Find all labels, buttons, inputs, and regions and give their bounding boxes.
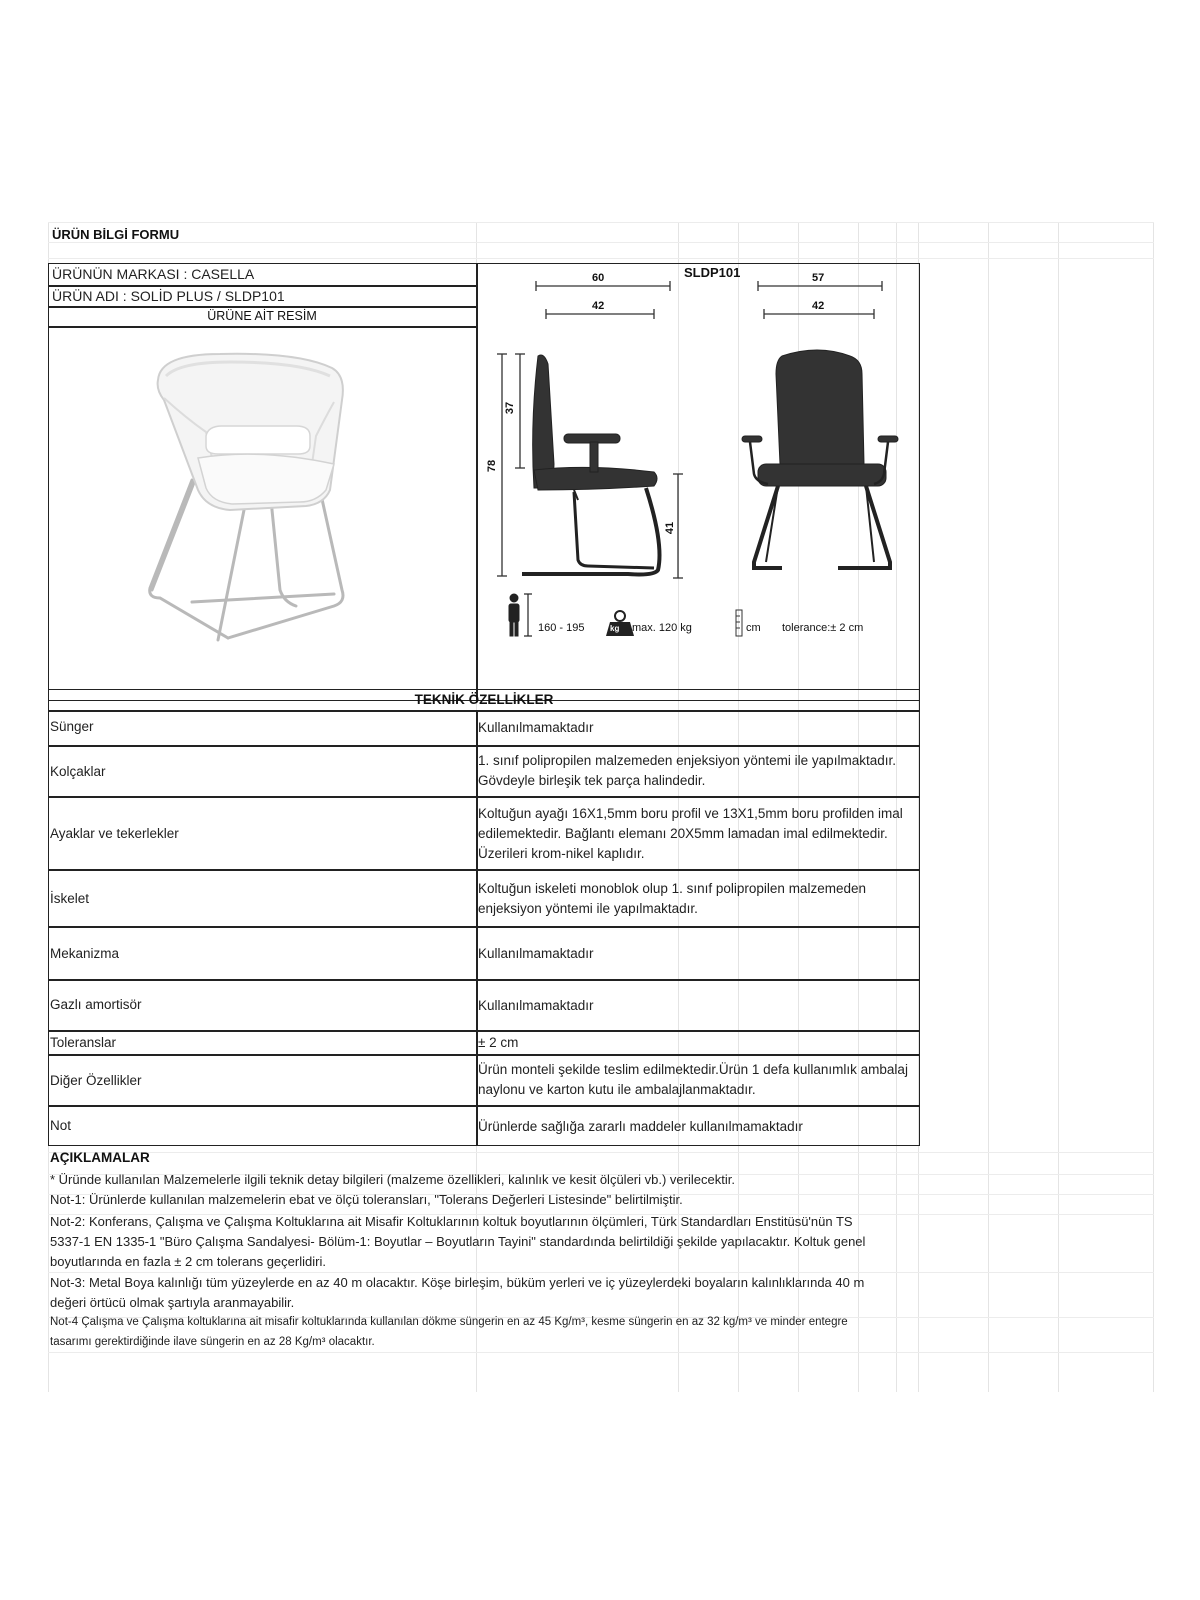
kg-badge: kg <box>610 624 620 633</box>
form-title: ÜRÜN BİLGİ FORMU <box>52 227 180 242</box>
tolerance-label: tolerance:± 2 cm <box>782 622 864 634</box>
note-star: * Üründe kullanılan Malzemelerle ilgili teknik detay bilgileri (malzeme özellikleri, kalınlık ve kesit ölçüleri vb.) verilecektir. <box>50 1172 735 1187</box>
dim-front-width: 57 <box>812 272 825 284</box>
dim-total-height: 78 <box>486 459 499 473</box>
spec-value-ayaklar: Koltuğun ayağı 16X1,5mm boru profil ve 13X1,5mm boru profilden imal edilemektedir. Bağlantı elemanı 20X5mm lamadan imal edilmektedir. Üzerileri krom-nikel kaplıdır. <box>478 806 903 861</box>
note-2-line-2: 5337-1 EN 1335-1 "Büro Çalışma Sandalyesi- Bölüm-1: Boyutlar – Boyutların Tayini" standardında belirtildiği şekilde yapılacaktır. Koltuk genel <box>50 1234 866 1249</box>
spec-value-kolcaklar: 1. sınıf polipropilen malzemeden enjeksiyon yöntemi ile yapılmaktadır. Gövdeyle birleşik tek parça halindedir. <box>478 753 896 788</box>
spec-value-gazli-amortisor: Kullanılmamaktadır <box>478 998 594 1013</box>
spec-label-iskelet: İskelet <box>50 891 90 906</box>
dim-side-seat: 42 <box>592 300 605 312</box>
note-2-line-1: Not-2: Konferans, Çalışma ve Çalışma Koltuklarına ait Misafir Koltuklarının koltuk boyutlarının ölçümleri, Türk Standardları Enstitüsü'nün TS <box>50 1214 853 1229</box>
note-3-line-1: Not-3: Metal Boya kalınlığı tüm yüzeylerde en az 40 m olacaktır. Köşe birleşim, büküm yerleri ve iç yüzeylerdeki boyaların kalınlıklarında 40 m <box>50 1275 865 1290</box>
spec-label-diger: Diğer Özellikler <box>50 1073 142 1088</box>
notes-heading: AÇIKLAMALAR <box>50 1150 150 1165</box>
model-code: SLDP101 <box>684 265 741 280</box>
dim-front-seat: 42 <box>812 300 825 312</box>
dim-seat-height: 41 <box>664 521 677 535</box>
spec-label-not: Not <box>50 1118 72 1133</box>
person-range: 160 - 195 <box>538 622 585 634</box>
spec-label-ayaklar: Ayaklar ve tekerlekler <box>50 826 179 841</box>
spec-label-mekanizma: Mekanizma <box>50 946 120 961</box>
ruler-icon <box>736 610 742 636</box>
dim-back-height: 37 <box>504 401 517 415</box>
unit-label: cm <box>746 622 761 634</box>
dim-side-width: 60 <box>592 272 605 284</box>
note-4-line-2: tasarımı gerektirdiğinde ilave süngerin en az 28 Kg/m³ olacaktır. <box>50 1336 375 1348</box>
spec-value-not: Ürünlerde sağlığa zararlı maddeler kullanılmamaktadır <box>478 1119 803 1134</box>
note-4-line-1: Not-4 Çalışma ve Çalışma koltuklarına ait misafir koltuklarında kullanılan dökme süngerin en az 45 Kg/m³, kesme süngerin en az 32 kg/m³ ve minder entegre <box>50 1316 848 1328</box>
note-3-line-2: değeri örtücü olmak şartıyla aranmayabilir. <box>50 1295 295 1310</box>
product-photo <box>120 340 410 670</box>
specs-heading: TEKNİK ÖZELLİKLER <box>414 692 554 707</box>
spec-label-sunger: Sünger <box>50 719 94 734</box>
spec-value-iskelet: Koltuğun iskeleti monoblok olup 1. sınıf polipropilen malzemeden enjeksiyon yöntemi ile yapılmaktadır. <box>478 881 866 916</box>
front-view <box>742 350 898 568</box>
spec-value-sunger: Kullanılmamaktadır <box>478 720 594 735</box>
spec-value-toleranslar: ± 2 cm <box>478 1035 519 1050</box>
brand-line: ÜRÜNÜN MARKASI : CASELLA <box>52 266 255 282</box>
technical-drawing <box>478 264 918 684</box>
spec-value-diger: Ürün monteli şekilde teslim edilmektedir.Ürün 1 defa kullanımlık ambalaj naylonu ve karton kutu ile ambalajlanmaktadır. <box>478 1062 908 1097</box>
image-caption: ÜRÜNE AİT RESİM <box>207 309 317 323</box>
note-2-line-3: boyutlarında en fazla ± 2 cm tolerans geçerlidiri. <box>50 1254 326 1269</box>
backrest-cutout <box>206 426 310 454</box>
side-view <box>522 355 660 575</box>
spec-label-toleranslar: Toleranslar <box>50 1035 117 1050</box>
person-height-icon <box>509 594 532 636</box>
max-load: max. 120 kg <box>632 622 692 634</box>
spec-value-mekanizma: Kullanılmamaktadır <box>478 946 594 961</box>
note-1: Not-1: Ürünlerde kullanılan malzemelerin ebat ve ölçü toleransları, "Tolerans Değerleri Listesinde" belirtilmiştir. <box>50 1192 683 1207</box>
spec-label-gazli-amortisor: Gazlı amortisör <box>50 997 142 1012</box>
spec-label-kolcaklar: Kolçaklar <box>50 764 106 779</box>
product-name-line: ÜRÜN ADI : SOLİD PLUS / SLDP101 <box>52 288 285 304</box>
